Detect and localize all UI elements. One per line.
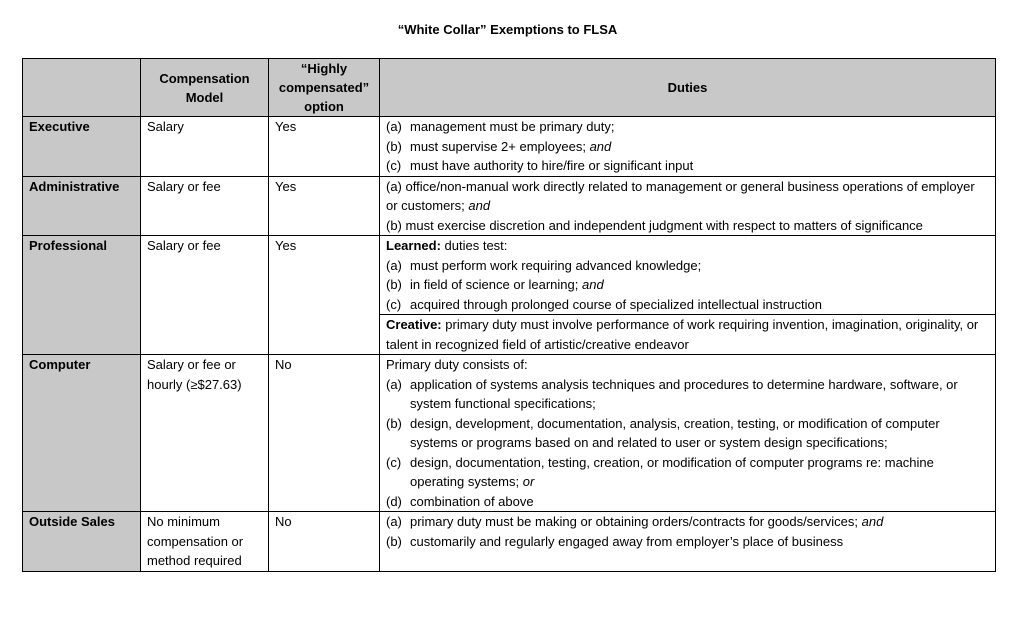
- category-professional: Professional: [23, 236, 141, 355]
- exemptions-table: [22, 58, 996, 572]
- duty-item: (c) acquired through prolonged course of specialized intellectual instruction: [386, 296, 822, 312]
- duty-item: (b) in field of science or learning; and: [386, 277, 604, 292]
- highly-computer: No: [269, 355, 380, 512]
- comp-administrative: Salary or fee: [141, 176, 269, 236]
- table-row-outside-sales: [23, 512, 996, 572]
- duty-item: (a) primary duty must be making or obtaining orders/contracts for goods/services; and: [386, 514, 884, 529]
- duty-item: (a) must perform work requiring advanced knowledge;: [386, 257, 702, 273]
- comp-professional: Salary or fee: [141, 236, 269, 355]
- duty-item: (a) office/non-manual work directly related to management or general business operations of employer or customers; and: [386, 178, 975, 213]
- comp-outside-sales: No minimum compensation or method required: [141, 512, 269, 572]
- table-row-professional: [23, 236, 996, 315]
- duty-item: (c) design, documentation, testing, creation, or modification of computer programs re: machine operating systems; or: [386, 454, 934, 489]
- duties-professional-creative: [380, 315, 996, 355]
- duty-item: (d) combination of above: [386, 493, 534, 509]
- duties-administrative: [380, 176, 996, 236]
- duties-outside-sales: [380, 512, 996, 572]
- header-category: [23, 59, 141, 117]
- highly-administrative: Yes: [269, 176, 380, 236]
- category-executive: Executive: [23, 117, 141, 177]
- category-outside-sales: Outside Sales: [23, 512, 141, 572]
- header-compensation-model: Compensation Model: [141, 59, 269, 117]
- table-row-administrative: [23, 176, 996, 236]
- creative-item: Creative: primary duty must involve performance of work requiring invention, imagination, originality, or talent in recognized field of artistic/creative endeavor: [386, 317, 979, 352]
- table-row-executive: [23, 117, 996, 177]
- computer-intro: Primary duty consists of:: [386, 357, 528, 372]
- duty-item: (a) management must be primary duty;: [386, 119, 615, 134]
- header-duties: Duties: [380, 59, 996, 117]
- duties-computer: [380, 355, 996, 512]
- duty-item: (b) must supervise 2+ employees; and: [386, 138, 612, 154]
- duty-item: (b) must exercise discretion and independent judgment with respect to matters of significance: [386, 217, 923, 233]
- category-computer: Computer: [23, 355, 141, 512]
- duties-executive: [380, 117, 996, 177]
- duty-item: (c) must have authority to hire/fire or significant input: [386, 158, 694, 173]
- highly-outside-sales: No: [269, 512, 380, 572]
- highly-executive: Yes: [269, 117, 380, 177]
- table-row-computer: [23, 355, 996, 512]
- header-row: [23, 59, 996, 117]
- duty-item: (a) application of systems analysis techniques and procedures to determine hardware, software, or system functional specifications;: [386, 376, 958, 411]
- category-administrative: Administrative: [23, 176, 141, 236]
- comp-executive: Salary: [141, 117, 269, 177]
- highly-professional: Yes: [269, 236, 380, 355]
- header-highly-compensated: “Highly compensated” option: [269, 59, 380, 117]
- duties-professional-learned: [380, 236, 996, 315]
- learned-intro: Learned: duties test:: [386, 238, 508, 253]
- comp-computer: Salary or fee or hourly (≥$27.63): [141, 355, 269, 512]
- page-title: “White Collar” Exemptions to FLSA: [397, 22, 618, 37]
- duty-item: (b) design, development, documentation, analysis, creation, testing, or modification of computer systems or programs based on and related to user or system design specifications;: [386, 415, 940, 450]
- duty-item: (b) customarily and regularly engaged away from employer’s place of business: [386, 533, 844, 549]
